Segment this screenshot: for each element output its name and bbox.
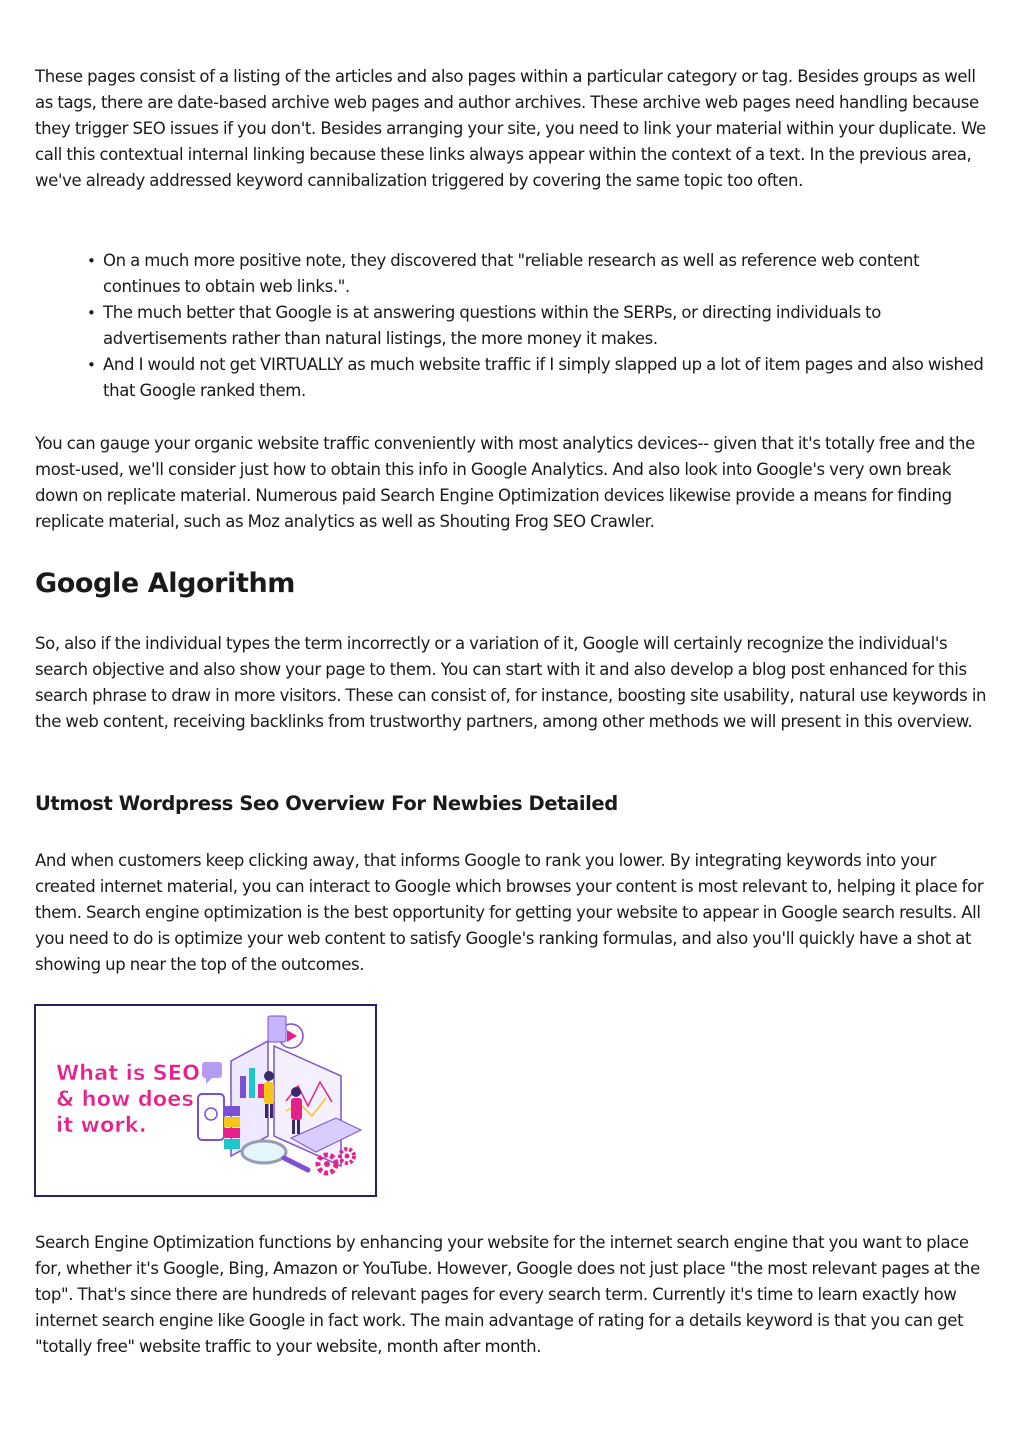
paragraph-intro: These pages consist of a listing of the articles and also pages within a particular category or tag. Besides groups as well as tags, there are date-based archive web pages and author archives. These archive web pages need handling because they trigger SEO issues if you don't. Besides arranging your site, you need to link your material within your duplicate. We call this contextual internal linking because these links always appear within the context of a text. In the previous area, we've already addressed keyword cannibalization triggered by covering the same topic too often.	[35, 67, 986, 190]
figure-line-3: it work.	[56, 1113, 147, 1137]
seo-illustration-graphic	[36, 1006, 375, 1195]
figure-line-2: & how does	[56, 1087, 194, 1111]
list-item: • The much better that Google is at answering questions within the SERPs, or directing individuals to advertisements rather than natural listings, the more money it makes.	[85, 300, 990, 352]
seo-illustration	[34, 1004, 377, 1197]
paragraph-traffic: You can gauge your organic website traffic conveniently with most analytics devices-- given that it's totally free and the most-used, we'll consider just how to obtain this info in Google Analytics. And also look into Google's very own break down on replicate material. Numerous paid Search Engine Optimization devices likewise provide a means for finding replicate material, such as Moz analytics as well as Shouting Frog SEO Crawler.	[35, 434, 975, 531]
figure-line-1: What is SEO	[56, 1061, 200, 1085]
paragraph-seo-functions: Search Engine Optimization functions by enhancing your website for the internet search engine that you want to place for, whether it's Google, Bing, Amazon or YouTube. However, Google does not just place "the most relevant pages at the top". That's since there are hundreds of relevant pages for every search term. Currently it's time to learn exactly how internet search engine like Google in fact work. The main advantage of rating for a details keyword is that you can get "totally free" website traffic to your website, month after month.	[35, 1233, 980, 1356]
paragraph-algorithm: So, also if the individual types the term incorrectly or a variation of it, Google will certainly recognize the individual's search objective and also show your page to them. You can start with it and also develop a blog post enhanced for this search phrase to draw in more visitors. These can consist of, for instance, boosting site usability, natural use keywords in the web content, receiving backlinks from trustworthy partners, among other methods we will present in this overview.	[35, 634, 987, 731]
heading-wordpress-seo: Utmost Wordpress Seo Overview For Newbies Detailed	[35, 792, 618, 815]
heading-google-algorithm: Google Algorithm	[35, 568, 296, 599]
list-item: • On a much more positive note, they discovered that "reliable research as well as reference web content continues to obtain web links.".	[85, 248, 990, 300]
chat-bubble-icon	[202, 1062, 222, 1084]
list-item: • And I would not get VIRTUALLY as much website traffic if I simply slapped up a lot of item pages and also wished that Google ranked them.	[85, 352, 990, 404]
phone-icon	[198, 1094, 224, 1140]
bullet-list	[85, 248, 990, 404]
paragraph-customers: And when customers keep clicking away, that informs Google to rank you lower. By integrating keywords into your created internet material, you can interact to Google which browses your content is most relevant to, helping it place for them. Search engine optimization is the best opportunity for getting your website to appear in Google search results. All you need to do is optimize your web content to satisfy Google's ranking formulas, and also you'll quickly have a shot at showing up near the top of the outcomes.	[35, 851, 984, 974]
